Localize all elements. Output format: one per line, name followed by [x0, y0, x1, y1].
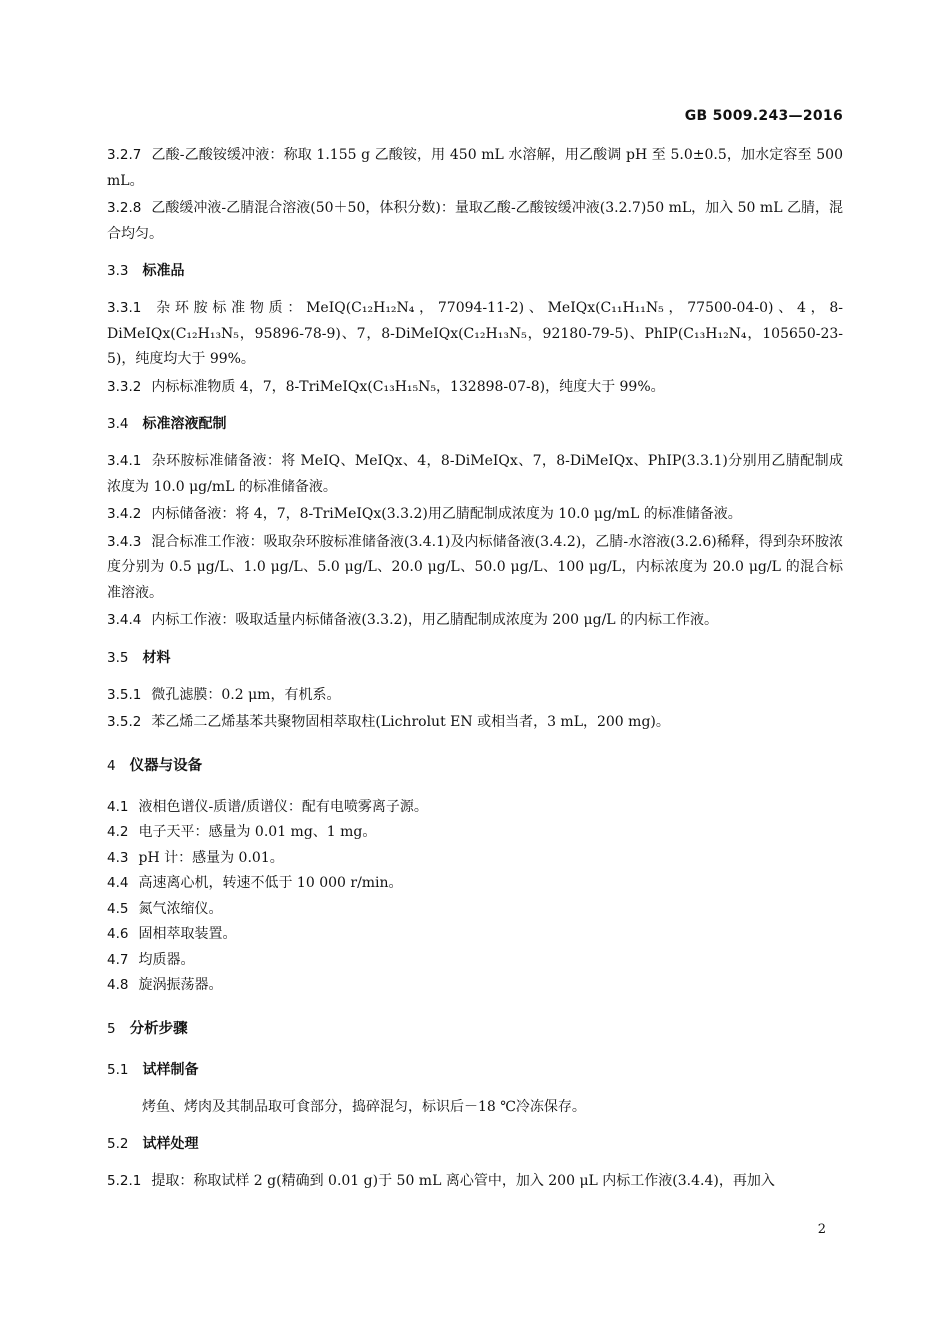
list-item: [107, 922, 843, 948]
item-number: 4.4: [107, 875, 129, 891]
list-item: [107, 820, 843, 846]
clause-3-3-2: [107, 375, 843, 401]
section-number: 3.3: [107, 263, 129, 279]
item-number: 4.5: [107, 900, 129, 917]
item-text: 高速离心机，转速不低于 10 000 r/min。: [138, 875, 403, 891]
section-title: 材料: [142, 649, 171, 666]
section-title: 试样处理: [142, 1136, 199, 1152]
item-number: 4.7: [107, 951, 129, 968]
paragraph-5-1: [107, 1095, 843, 1121]
item-number: 4.6: [107, 926, 129, 942]
clause-text: 乙酸-乙酸铵缓冲液：称取 1.155 g 乙酸铵，用 450 mL 水溶解，用乙酸调 pH 至 5.0±0.5，加水定容至 500 mL。: [107, 147, 843, 189]
list-item: [107, 897, 843, 923]
clause-text: 乙酸缓冲液-乙腈混合溶液(50＋50，体积分数)：量取乙酸-乙酸铵缓冲液(3.2.7)50 mL，加入 50 mL 乙腈，混合均匀。: [107, 200, 843, 242]
chapter-5-heading: [107, 1017, 843, 1042]
section-number: 3.5: [107, 649, 129, 666]
clause-number: 5.2.1: [107, 1173, 142, 1189]
item-text: 旋涡振荡器。: [138, 977, 223, 993]
item-number: 4.2: [107, 824, 129, 840]
clause-text: 内标标准物质 4，7，8-TriMeIQx(C₁₃H₁₅N₅，132898-07-8)，纯度大于 99%。: [151, 378, 665, 395]
chapter-number: 4: [107, 757, 116, 774]
item-text: 固相萃取装置。: [138, 926, 237, 942]
item-text: 液相色谱仪-质谱/质谱仪：配有电喷雾离子源。: [138, 798, 428, 815]
clause-3-4-2: [107, 502, 843, 528]
clause-text: 苯乙烯二乙烯基苯共聚物固相萃取柱(Lichrolut EN 或相当者，3 mL，200 mg)。: [151, 714, 670, 730]
section-5-1-heading: [107, 1058, 843, 1083]
equipment-list: [107, 795, 843, 999]
document-body: [107, 143, 843, 1197]
section-title: 试样制备: [142, 1061, 199, 1078]
clause-3-5-2: [107, 710, 843, 736]
clause-3-2-8: [107, 196, 843, 247]
section-number: 3.4: [107, 416, 129, 432]
clause-text: 混合标准工作液：吸取杂环胺标准储备液(3.4.1)及内标储备液(3.4.2)，乙腈-水溶液(3.2.6)稀释，得到杂环胺浓度分别为 0.5 μg/L、1.0 μg/L、5.0 μg/L、20.0 μg/L、50.0 μg/L、100 μg/L，内标浓度为 20.0 μg/L 的混合标准溶液。: [107, 533, 843, 601]
item-text: 氮气浓缩仪。: [138, 900, 223, 917]
clause-5-2-1: [107, 1169, 843, 1195]
list-item: [107, 846, 843, 872]
chapter-4-heading: [107, 754, 843, 779]
clause-number: 3.3.1: [107, 300, 142, 316]
section-number: 5.2: [107, 1136, 129, 1152]
section-number: 5.1: [107, 1061, 129, 1078]
clause-text: 杂环胺标准物质：MeIQ(C₁₂H₁₂N₄，77094-11-2)、MeIQx(C₁₁H₁₁N₅，77500-04-0)、4，8-DiMeIQx(C₁₂H₁₃N₅，95896-78-9)、7，8-DiMeIQx(C₁₂H₁₃N₅，92180-79-5)、PhIP(C₁₃H₁₂N₄，105650-23-5)，纯度均大于 99%。: [107, 300, 843, 367]
item-text: 均质器。: [138, 951, 195, 968]
clause-3-4-3: [107, 530, 843, 607]
chapter-title: 仪器与设备: [129, 757, 203, 774]
clause-number: 3.5.2: [107, 714, 142, 730]
clause-number: 3.4.2: [107, 506, 142, 522]
section-title: 标准溶液配制: [142, 416, 227, 432]
section-3-3-heading: [107, 259, 843, 284]
clause-number: 3.3.2: [107, 378, 142, 395]
clause-3-4-4: [107, 608, 843, 634]
item-text: pH 计：感量为 0.01。: [138, 849, 284, 866]
clause-number: 3.2.8: [107, 200, 142, 216]
clause-number: 3.5.1: [107, 686, 142, 703]
clause-text: 微孔滤膜：0.2 μm，有机系。: [151, 686, 341, 703]
clause-3-3-1: [107, 296, 843, 373]
clause-3-4-1: [107, 449, 843, 500]
list-item: [107, 871, 843, 897]
item-text: 电子天平：感量为 0.01 mg、1 mg。: [138, 824, 377, 840]
clause-3-2-7: [107, 143, 843, 194]
item-number: 4.3: [107, 849, 129, 866]
list-item: [107, 795, 843, 821]
clause-number: 3.4.1: [107, 453, 142, 469]
standard-number: GB 5009.243—2016: [684, 108, 843, 124]
clause-3-5-1: [107, 683, 843, 709]
clause-number: 3.4.3: [107, 533, 142, 550]
page-number: 2: [817, 1222, 826, 1237]
clause-text: 提取：称取试样 2 g(精确到 0.01 g)于 50 mL 离心管中，加入 200 μL 内标工作液(3.4.4)，再加入: [151, 1173, 775, 1189]
clause-number: 3.2.7: [107, 147, 142, 163]
section-5-2-heading: [107, 1132, 843, 1157]
chapter-number: 5: [107, 1020, 116, 1037]
paragraph-text: 烤鱼、烤肉及其制品取可食部分，捣碎混匀，标识后－18 ℃冷冻保存。: [142, 1098, 586, 1115]
clause-text: 内标工作液：吸取适量内标储备液(3.3.2)，用乙腈配制成浓度为 200 μg/L 的内标工作液。: [151, 612, 719, 628]
clause-text: 内标储备液：将 4，7，8-TriMeIQx(3.3.2)用乙腈配制成浓度为 10.0 μg/mL 的标准储备液。: [151, 506, 742, 522]
list-item: [107, 948, 843, 974]
section-3-5-heading: [107, 646, 843, 671]
clause-text: 杂环胺标准储备液：将 MeIQ、MeIQx、4，8-DiMeIQx、7，8-DiMeIQx、PhIP(3.3.1)分别用乙腈配制成浓度为 10.0 μg/mL 的标准储备液。: [107, 453, 843, 495]
item-number: 4.8: [107, 977, 129, 993]
section-3-4-heading: [107, 412, 843, 437]
item-number: 4.1: [107, 798, 129, 815]
list-item: [107, 973, 843, 999]
chapter-title: 分析步骤: [129, 1020, 188, 1037]
clause-number: 3.4.4: [107, 612, 142, 628]
section-title: 标准品: [142, 263, 185, 279]
